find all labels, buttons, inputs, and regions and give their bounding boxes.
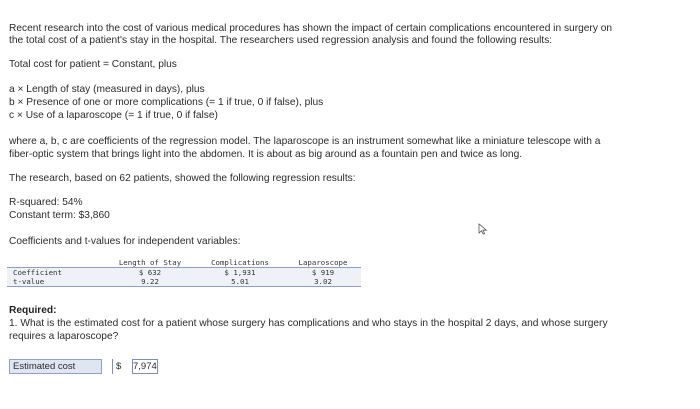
header-length-of-stay: Length of Stay: [105, 258, 195, 268]
regression-table: [7, 258, 361, 287]
table-corner: [7, 258, 105, 268]
formula-a-term: a × Length of stay (measured in days), plus: [9, 84, 205, 95]
required-heading: Required:: [9, 305, 57, 316]
cell-value: 9.22: [105, 277, 195, 287]
estimated-cost-input[interactable]: 7,974: [133, 361, 157, 372]
constant-term-text: Constant term: $3,860: [9, 210, 110, 221]
where-line-2: fiber-optic system that brings light into the abdomen. It is about as big around as a fountain pen and twice as long.: [9, 149, 523, 160]
table-row-coefficient: [7, 268, 361, 278]
table-row-t-value: [7, 277, 361, 287]
row-label: t-value: [7, 277, 105, 287]
rsquared-text: R-squared: 54%: [9, 197, 83, 208]
where-line-1: where a, b, c are coefficients of the regression model. The laparoscope is an instrument somewhat like a miniature telescope with a: [9, 136, 601, 147]
cell-value: 3.02: [285, 277, 361, 287]
question-1-line-1: 1. What is the estimated cost for a patient whose surgery has complications and who stays in the hospital 2 days, and whose surgery: [9, 318, 608, 329]
cell-value: $ 919: [285, 268, 361, 278]
question-1-line-2: requires a laparoscope?: [9, 331, 119, 342]
mouse-pointer-icon: [478, 223, 488, 235]
estimated-cost-label: Estimated cost: [9, 359, 102, 374]
header-complications: Complications: [195, 258, 285, 268]
cell-value: $ 632: [105, 268, 195, 278]
research-text: The research, based on 62 patients, showed the following regression results:: [9, 173, 356, 184]
cell-value: 5.01: [195, 277, 285, 287]
formula-total: Total cost for patient = Constant, plus: [9, 59, 177, 70]
formula-c-term: c × Use of a laparoscope (= 1 if true, 0 if false): [9, 110, 218, 121]
row-label: Coefficient: [7, 268, 105, 278]
intro-line-2: the total cost of a patient's stay in the hospital. The researchers used regression analysis and found the following results:: [9, 35, 553, 46]
header-laparoscope: Laparoscope: [285, 258, 361, 268]
currency-symbol: $: [112, 359, 132, 374]
cell-value: $ 1,931: [195, 268, 285, 278]
intro-line-1: Recent research into the cost of various medical procedures has shown the impact of certain complications encountered in surgery on: [9, 23, 613, 34]
formula-b-term: b × Presence of one or more complications (= 1 if true, 0 if false), plus: [9, 97, 324, 108]
coefficients-heading: Coefficients and t-values for independent variables:: [9, 236, 241, 247]
answer-row: [9, 359, 158, 374]
